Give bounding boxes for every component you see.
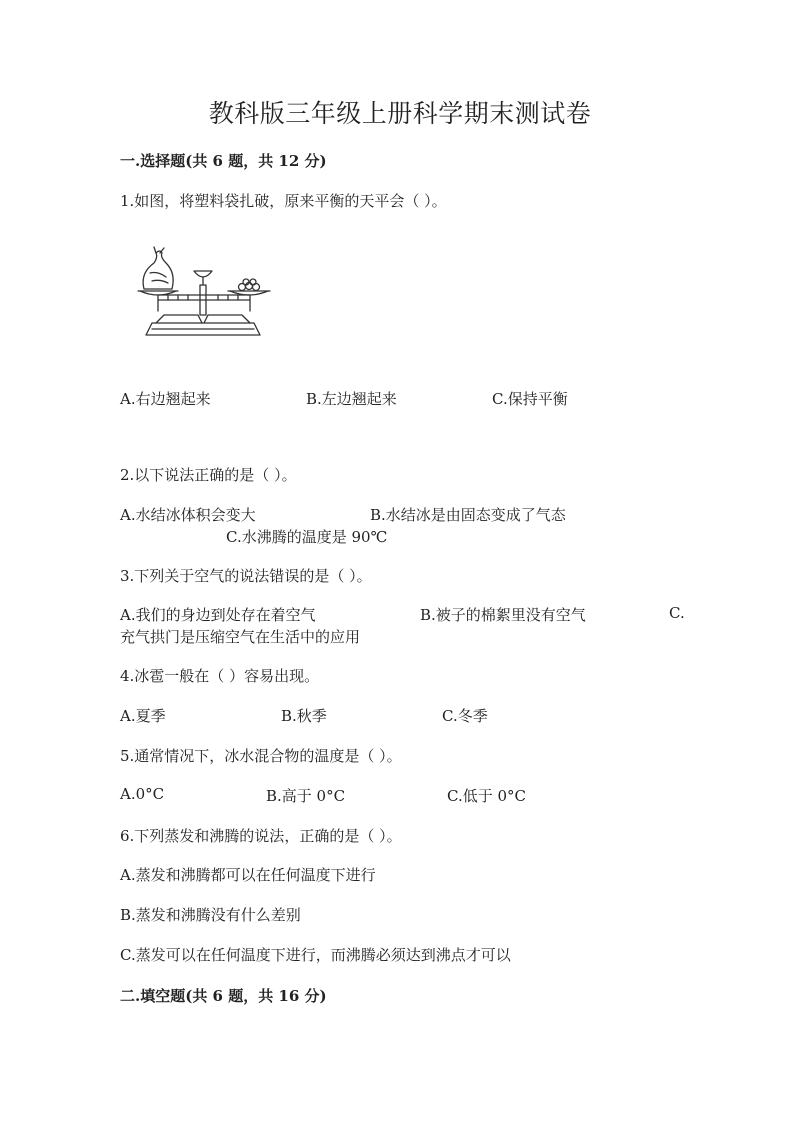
question-6-stem: 6.下列蒸发和沸腾的说法，正确的是（ ）。 [120,827,402,845]
question-4-option-c: C.冬季 [442,707,488,725]
question-6-option-a: A.蒸发和沸腾都可以在任何温度下进行 [120,866,376,884]
question-2-option-b: B.水结冰是由固态变成了气态 [370,506,566,524]
question-2-option-c: C.水沸腾的温度是 90℃ [226,528,388,546]
question-5-option-b: B.高于 0°C [266,787,346,805]
question-1-option-a: A.右边翘起来 [120,390,211,408]
question-3-option-c-text: 充气拱门是压缩空气在生活中的应用 [120,628,361,646]
question-3-stem: 3.下列关于空气的说法错误的是（ ）。 [120,567,372,585]
question-4-stem: 4.冰雹一般在（ ）容易出现。 [120,667,320,685]
question-4-option-a: A.夏季 [120,707,166,725]
question-4-option-b: B.秋季 [281,707,327,725]
balance-scale-figure [128,243,278,343]
question-3-option-a: A.我们的身边到处存在着空气 [120,606,316,624]
question-5-option-c: C.低于 0°C [447,787,526,805]
question-1-option-b: B.左边翘起来 [306,390,397,408]
section-heading-choice: 一.选择题(共 6 题，共 12 分) [120,152,327,170]
question-5-option-a: A.0°C [120,785,165,803]
question-3-option-b: B.被子的棉絮里没有空气 [420,606,586,624]
question-1-option-c: C.保持平衡 [492,390,568,408]
question-2-stem: 2.以下说法正确的是（ ）。 [120,466,297,484]
section-heading-fill-in: 二.填空题(共 6 题，共 16 分) [120,987,327,1005]
question-6-option-b: B.蒸发和沸腾没有什么差别 [120,906,301,924]
question-2-option-a: A.水结冰体积会变大 [120,506,256,524]
question-1-stem: 1.如图，将塑料袋扎破，原来平衡的天平会（ ）。 [120,192,447,210]
question-6-option-c: C.蒸发可以在任何温度下进行，而沸腾必须达到沸点才可以 [120,946,511,964]
page-title: 教科版三年级上册科学期末测试卷 [208,99,592,128]
question-3-option-c-prefix: C. [669,604,685,622]
question-5-stem: 5.通常情况下，冰水混合物的温度是（ ）。 [120,747,402,765]
